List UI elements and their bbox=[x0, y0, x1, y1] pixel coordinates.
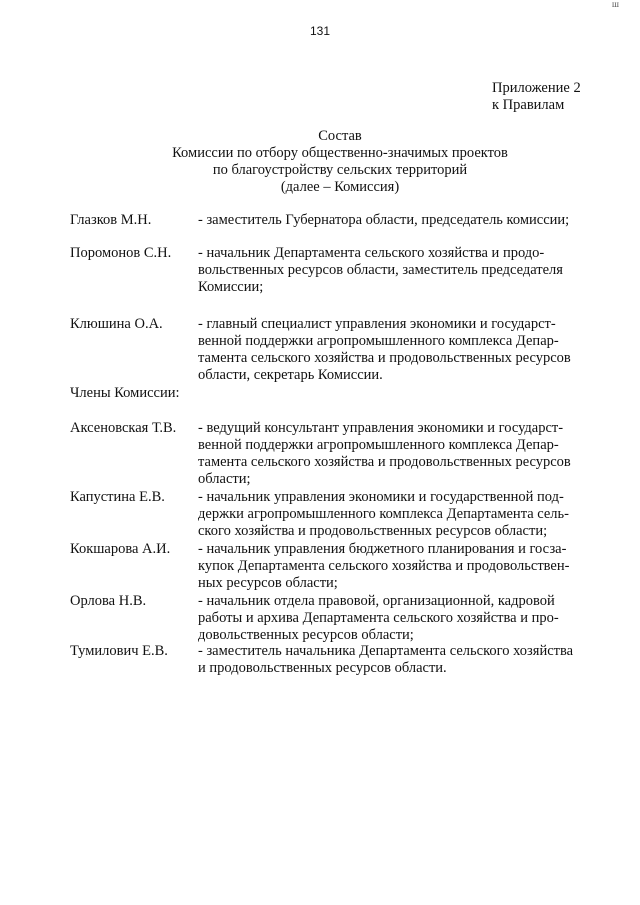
member-name: Тумилович Е.В. bbox=[70, 643, 168, 659]
member-role bbox=[198, 245, 598, 296]
title-line-3: по благоустройству сельских территорий bbox=[212, 162, 468, 178]
role-line: и продовольственных ресурсов области. bbox=[198, 660, 447, 676]
appendix-line-2: к Правилам bbox=[492, 97, 565, 113]
role-line: Комиссии; bbox=[198, 279, 264, 295]
role-line: - начальник Департамента сельского хозяйства и продо- bbox=[198, 245, 545, 261]
member-role bbox=[198, 593, 598, 644]
document-title bbox=[80, 128, 600, 196]
role-line: держки агропромышленного комплекса Департамента сель- bbox=[198, 506, 569, 522]
role-line: вольственных ресурсов области, заместитель председателя bbox=[198, 262, 563, 278]
member-role bbox=[198, 420, 598, 488]
role-line: довольственных ресурсов области; bbox=[198, 627, 414, 643]
member-name: Кокшарова А.И. bbox=[70, 541, 171, 557]
role-line: - главный специалист управления экономики и государст- bbox=[198, 316, 556, 332]
member-name: Аксеновская Т.В. bbox=[70, 420, 177, 436]
member-role bbox=[198, 212, 598, 229]
role-line: ского хозяйства и продовольственных ресурсов области; bbox=[198, 523, 548, 539]
role-line: купок Департамента сельского хозяйства и продовольствен- bbox=[198, 558, 570, 574]
member-role bbox=[198, 316, 598, 384]
role-line: тамента сельского хозяйства и продовольственных ресурсов bbox=[198, 350, 571, 366]
member-name: Клюшина О.А. bbox=[70, 316, 163, 332]
page-number: 131 bbox=[309, 24, 331, 38]
role-line: венной поддержки агропромышленного комплекса Депар- bbox=[198, 333, 559, 349]
member-role bbox=[198, 541, 598, 592]
members-heading: Члены Комиссии: bbox=[70, 385, 180, 401]
appendix-reference bbox=[492, 80, 581, 114]
member-name: Поромонов С.Н. bbox=[70, 245, 172, 261]
role-line: - начальник управления бюджетного планирования и госза- bbox=[198, 541, 567, 557]
member-role bbox=[198, 643, 598, 677]
title-line-2: Комиссии по отбору общественно-значимых проектов bbox=[172, 145, 508, 161]
role-line: - начальник управления экономики и государственной под- bbox=[198, 489, 564, 505]
role-line: - начальник отдела правовой, организационной, кадровой bbox=[198, 593, 555, 609]
corner-mark: ш bbox=[612, 0, 619, 9]
role-line: области; bbox=[198, 471, 251, 487]
role-line: тамента сельского хозяйства и продовольственных ресурсов bbox=[198, 454, 571, 470]
role-line: работы и архива Департамента сельского хозяйства и про- bbox=[198, 610, 559, 626]
role-line: области, секретарь Комиссии. bbox=[198, 367, 383, 383]
appendix-line-1: Приложение 2 bbox=[492, 80, 581, 96]
title-line-1: Состав bbox=[318, 128, 362, 144]
member-name: Орлова Н.В. bbox=[70, 593, 147, 609]
role-line: - ведущий консультант управления экономики и государст- bbox=[198, 420, 564, 436]
member-name: Капустина Е.В. bbox=[70, 489, 165, 505]
title-line-4: (далее – Комиссия) bbox=[280, 179, 400, 195]
member-name: Глазков М.Н. bbox=[70, 212, 152, 228]
role-line: - заместитель начальника Департамента сельского хозяйства bbox=[198, 643, 574, 659]
role-line: ных ресурсов области; bbox=[198, 575, 338, 591]
member-role bbox=[198, 489, 598, 540]
role-line: - заместитель Губернатора области, председатель комиссии; bbox=[198, 212, 570, 228]
role-line: венной поддержки агропромышленного комплекса Депар- bbox=[198, 437, 559, 453]
